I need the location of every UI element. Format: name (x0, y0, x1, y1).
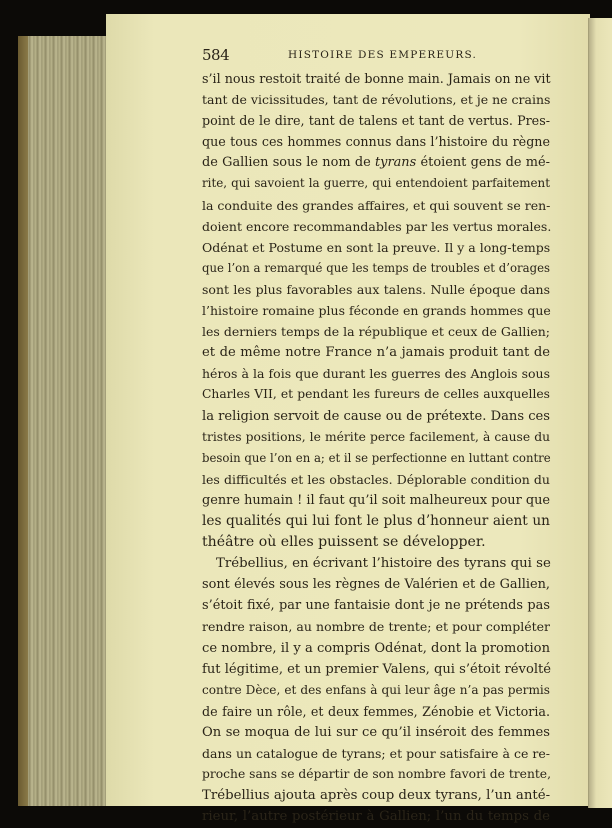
book-page-edges (18, 36, 106, 806)
text-span: de Gallien sous le nom de (202, 155, 371, 171)
text-line: les derniers temps de la république et ceux de Gallien; (202, 324, 550, 340)
text-line: Odénat et Postume en sont la preuve. Il y a long-temps (202, 239, 551, 255)
paragraph-1 (202, 68, 550, 553)
text-line: doient encore recommandables par les vertus morales. (202, 218, 552, 234)
text-line: que tous ces hommes connus dans l’histoire du règne (202, 134, 550, 150)
text-line: l’histoire romaine plus féconde en grands hommes que (202, 303, 551, 319)
italic-word: tyrans (375, 155, 417, 171)
text-line: les difficultés et les obstacles. Déplorable condition du (202, 471, 550, 487)
text-line: ce nombre, il y a compris Odénat, dont la promotion (202, 640, 550, 656)
text-line: que l’on a remarqué que les temps de troubles et d’orages (202, 260, 550, 275)
text-line: point de le dire, tant de talens et tant de vertus. Pres- (202, 113, 550, 129)
text-line: les qualités qui lui font le plus d’honneur aient un (202, 512, 550, 529)
text-line: la conduite des grandes affaires, et qui souvent se ren- (202, 197, 551, 213)
paragraph-2 (202, 553, 550, 827)
text-line: rendre raison, au nombre de trente; et pour compléter (202, 619, 550, 635)
text-line: sont élevés sous les règnes de Valérien et de Gallien, (202, 577, 550, 593)
text-line: de faire un rôle, et deux femmes, Zénobie et Victoria. (202, 703, 550, 719)
text-line: rieur, l’autre postérieur à Gallien; l’un du temps de (202, 809, 550, 825)
text-line: et de même notre France n’a jamais produit tant de (202, 345, 550, 361)
text-line: s’il nous restoit traité de bonne main. Jamais on ne vit (202, 71, 551, 86)
text-line: Trébellius, en écrivant l’histoire des tyrans qui se (216, 556, 551, 572)
text-line: On se moqua de lui sur ce qu’il inséroit des femmes (202, 724, 550, 740)
text-line: Charles VII, et pendant les fureurs de celles auxquelles (202, 387, 550, 402)
text-line: contre Dèce, et des enfans à qui leur âge n’a pas permis (202, 682, 550, 697)
facing-page-edge (588, 18, 612, 808)
text-line: tant de vicissitudes, tant de révolutions, et je ne crains (202, 92, 551, 108)
text-line: tristes positions, le mérite perce facilement, à cause du (202, 429, 550, 444)
text-line: la religion servoit de cause ou de prétexte. Dans ces (202, 408, 551, 424)
running-head: HISTOIRE DES EMPEREURS. (288, 49, 478, 61)
text-line: rite, qui savoient la guerre, qui entendoient parfaitement (202, 176, 550, 191)
text-line (202, 152, 550, 173)
text-line: sont les plus favorables aux talens. Nulle époque dans (202, 281, 550, 297)
page-header (202, 46, 550, 68)
text-line: fut légitime, et un premier Valens, qui s’étoit révolté (202, 661, 552, 677)
text-line: s’étoit fixé, par une fantaisie dont je ne prétends pas (202, 598, 550, 614)
text-span: étoient gens de mé- (420, 155, 551, 171)
page-text (202, 46, 550, 827)
text-line: dans un catalogue de tyrans; et pour satisfaire à ce re- (202, 746, 550, 761)
text-line: besoin que l’on en a; et il se perfectionne en luttant contre (202, 450, 551, 465)
text-line: héros à la fois que durant les guerres des Anglois sous (202, 366, 550, 382)
text-line: Trébellius ajouta après coup deux tyrans, l’un anté- (202, 788, 551, 804)
page-number: 584 (202, 46, 230, 64)
text-line: proche sans se départir de son nombre favori de trente, (202, 767, 551, 782)
text-line: genre humain ! il faut qu’il soit malheureux pour que (202, 492, 551, 508)
book-cover-edge (18, 36, 28, 806)
text-line: théâtre où elles puissent se développer. (202, 534, 486, 551)
